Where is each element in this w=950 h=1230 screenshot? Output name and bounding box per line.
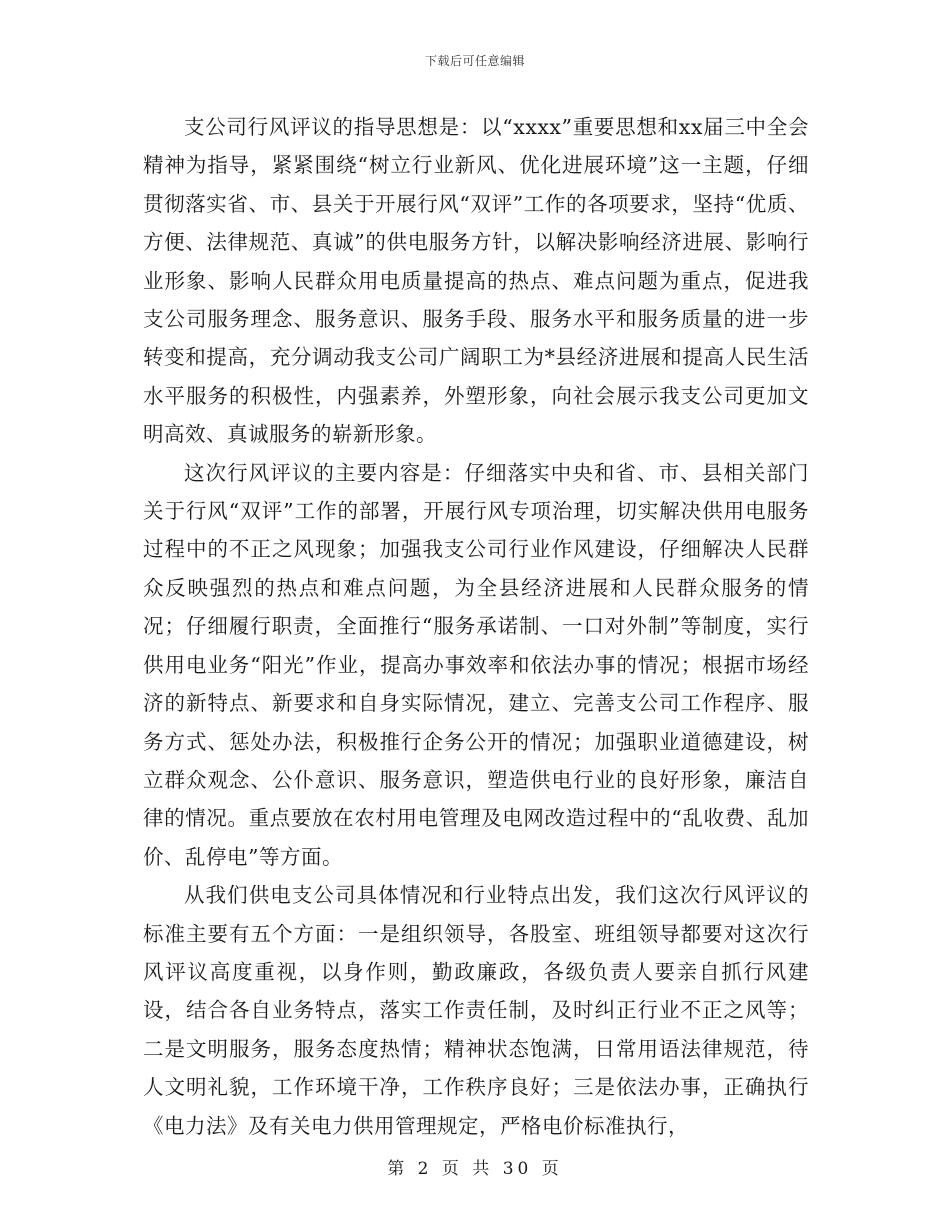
page-number: 第 2 页 共 30 页 bbox=[387, 1159, 563, 1179]
document-body bbox=[143, 108, 809, 1145]
paragraph-guiding-thought: 支公司行风评议的指导思想是：以“xxxx”重要思想和xx届三中全会精神为指导，紧紧围绕“树立行业新风、优化进展环境”这一主题，仔细贯彻落实省、市、县关于开展行风“双评”工作的各项要求，坚持“优质、方便、法律规范、真诚”的供电服务方针，以解决影响经济进展、影响行业形象、影响人民群众用电质量提高的热点、难点问题为重点，促进我支公司服务理念、服务意识、服务手段、服务水平和服务质量的进一步转变和提高，充分调动我支公司广阔职工为*县经济进展和提高人民生活水平服务的积极性，内强素养，外塑形象，向社会展示我支公司更加文明高效、真诚服务的崭新形象。 bbox=[143, 115, 809, 447]
page-header: 下载后可任意编辑 bbox=[424, 54, 525, 68]
paragraph-standards: 从我们供电支公司具体情况和行业特点出发，我们这次行风评议的标准主要有五个方面：一是组织领导，各股室、班组领导都要对这次行风评议高度重视，以身作则，勤政廉政，各级负责人要亲自抓行风建设，结合各自业务特点，落实工作责任制，及时纠正行业不正之风等；二是文明服务，服务态度热情；精神状态饱满，日常用语法律规范，待人文明礼貌，工作环境干净，工作秩序良好；三是依法办事，正确执行《电力法》及有关电力供用管理规定，严格电价标准执行， bbox=[143, 883, 809, 1138]
paragraph-main-content: 这次行风评议的主要内容是：仔细落实中央和省、市、县相关部门关于行风“双评”工作的部署，开展行风专项治理，切实解决供用电服务过程中的不正之风现象；加强我支公司行业作风建设，仔细解决人民群众反映强烈的热点和难点问题，为全县经济进展和人民群众服务的情况；仔细履行职责，全面推行“服务承诺制、一口对外制”等制度，实行供用电业务“阳光”作业，提高办事效率和依法办事的情况；根据市场经济的新特点、新要求和自身实际情况，建立、完善支公司工作程序、服务方式、惩处办法，积极推行企务公开的情况；加强职业道德建设，树立群众观念、公仆意识、服务意识，塑造供电行业的良好形象，廉洁自律的情况。重点要放在农村用电管理及电网改造过程中的“乱收费、乱加价、乱停电”等方面。 bbox=[143, 460, 809, 869]
